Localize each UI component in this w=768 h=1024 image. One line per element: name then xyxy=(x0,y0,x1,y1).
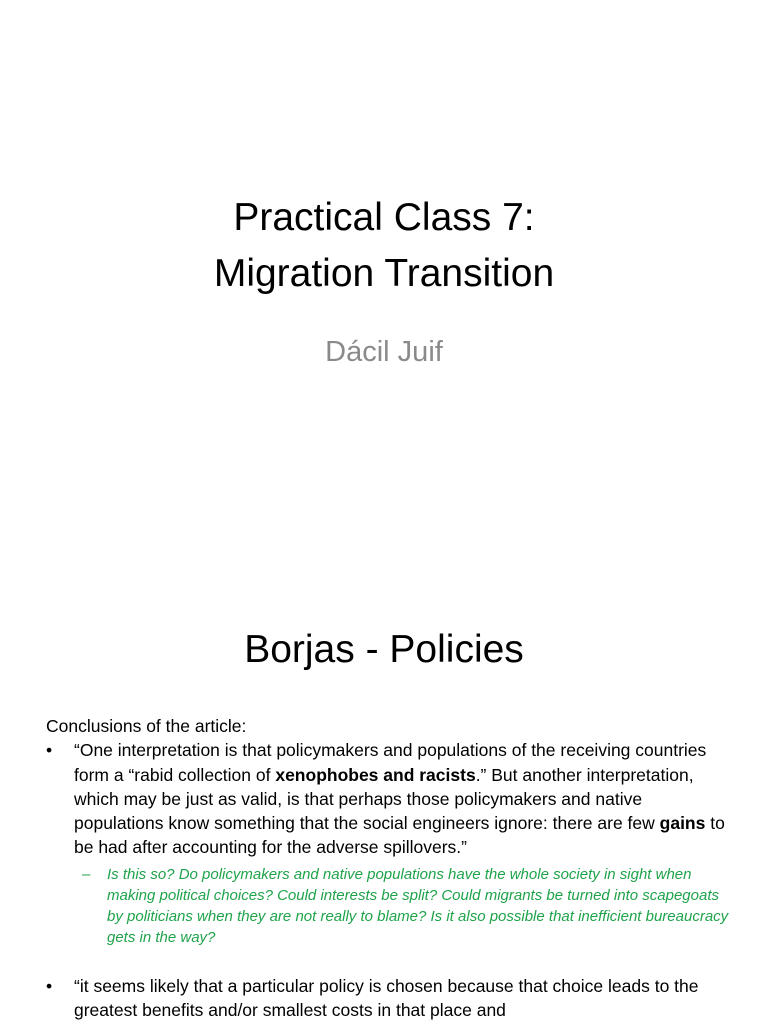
bullet-1-bold-2: gains xyxy=(659,813,706,834)
bullet-1-part-2: .” But another interpretation, which may be just as valid, is that perhaps those policymakers and native populations know something that the social engineers ignore: there are few xyxy=(74,764,694,834)
bullet-1-part-3: to be had after accounting for the adverse spillovers.” xyxy=(74,813,725,858)
bullet-2-text: “it seems likely that a particular policy is chosen because that choice leads to the greatest benefits and/or smallest costs in that place and xyxy=(74,975,699,1021)
intro-text: Conclusions of the article: xyxy=(46,716,247,736)
slide-1-title xyxy=(0,190,768,302)
bullet-marker: • xyxy=(46,975,53,996)
slide-2-title: Borjas - Policies xyxy=(244,628,524,671)
slide-2-content xyxy=(46,714,736,1022)
bullet-item-1 xyxy=(46,738,736,947)
sub-bullet-marker: – xyxy=(82,865,91,883)
title-line-2: Migration Transition xyxy=(213,252,555,295)
bullet-1-bold-1: xenophobes and racists xyxy=(275,764,476,785)
sub-bullet-1-text: Is this so? Do policymakers and native populations have the whole society in sight when making political choices? Could interests be split? Could migrants be turned into scapegoats by politicians when they are not really to blame? Is it also possible that inefficient bureaucracy gets in the way? xyxy=(107,865,729,946)
author-subtitle: Dácil Juif xyxy=(325,336,443,368)
bullet-1-text xyxy=(74,740,725,857)
bullet-marker: • xyxy=(46,740,53,761)
bullet-item-2 xyxy=(46,974,736,1023)
title-line-1: Practical Class 7: xyxy=(233,196,535,239)
sub-bullet-1 xyxy=(74,864,736,948)
bullet-1-part-1: “One interpretation is that policymakers and populations of the receiving countries form a “rabid collection of xyxy=(74,740,707,785)
bullet-list xyxy=(46,738,736,1022)
slide-2 xyxy=(0,576,768,1024)
